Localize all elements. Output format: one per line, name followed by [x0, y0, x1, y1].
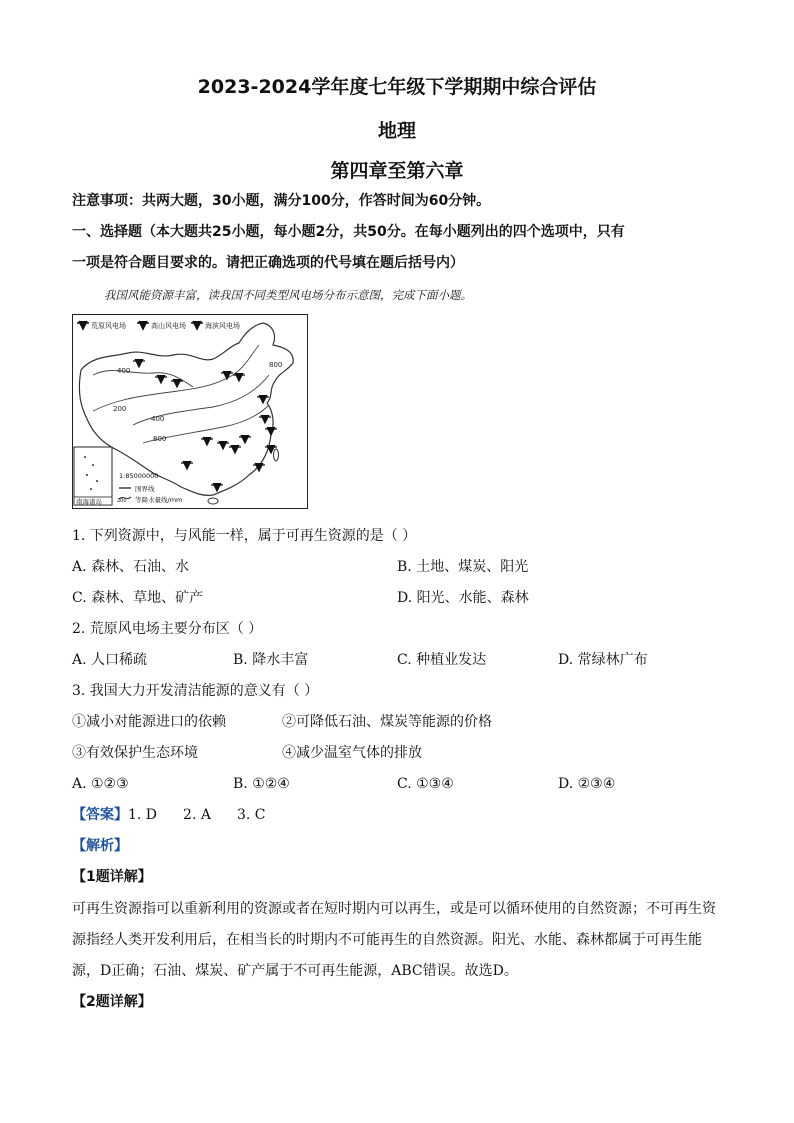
- map-svg: [73, 315, 306, 507]
- mountain-farm-marker: [229, 445, 241, 453]
- precip-sample: 200: [117, 498, 127, 504]
- q1-option-b[interactable]: B. 土地、煤炭、阳光: [397, 559, 529, 575]
- q3-option-a[interactable]: A. ①②③: [72, 776, 129, 792]
- q3-statement-2: ②可降低石油、煤炭等能源的价格: [282, 714, 492, 730]
- answer-2: 2. A: [183, 807, 211, 823]
- q1-option-a[interactable]: A. 森林、石油、水: [72, 559, 190, 575]
- hainan-island: [208, 498, 218, 504]
- isoline-label: 200: [113, 405, 127, 413]
- section-heading-line2: 一项是符合题目要求的。请把正确选项的代号填在题后括号内）: [72, 255, 464, 271]
- question-2-stem: 2. 荒原风电场主要分布区（ ）: [72, 621, 263, 637]
- legend-mountain-icon: [137, 321, 149, 329]
- mountain-farm-marker: [217, 441, 229, 449]
- q1-option-d[interactable]: D. 阳光、水能、森林: [397, 590, 529, 606]
- detail-1-line-3: 源，D正确；石油、煤炭、矿产属于不可再生能源，ABC错误。故选D。: [72, 963, 518, 979]
- detail-2-label: 【2题详解】: [72, 994, 152, 1010]
- boundary-legend: 国界线: [135, 485, 155, 493]
- answer-1: 1. D: [128, 807, 158, 823]
- mountain-farm-marker: [201, 437, 213, 445]
- answer-line: [72, 805, 266, 825]
- q2-option-b[interactable]: B. 降水丰富: [233, 652, 309, 668]
- isoline-label: 800: [153, 435, 167, 443]
- chapter-title: 第四章至第六章: [330, 160, 464, 182]
- q1-option-c[interactable]: C. 森林、草地、矿产: [72, 590, 204, 606]
- legend-mountain: 高山风电场: [151, 322, 186, 330]
- isoline-label: 800: [269, 361, 283, 369]
- coastal-farm-marker: [257, 395, 269, 403]
- detail-1-line-2: 源指经人类开发利用后，在相当长的时期内不可能再生的自然资源。阳光、水能、森林都属于可再生能: [72, 932, 702, 948]
- desert-farm-marker: [155, 375, 167, 383]
- south-sea-inset: [74, 447, 112, 505]
- wind-farm-map: [72, 314, 308, 509]
- q3-statement-3: ③有效保护生态环境: [72, 745, 198, 761]
- question-1-stem: 1. 下列资源中，与风能一样，属于可再生资源的是（ ）: [72, 528, 417, 544]
- taiwan-island: [274, 449, 279, 461]
- answer-3: 3. C: [236, 807, 266, 823]
- coastal-farm-marker: [211, 483, 223, 491]
- legend-desert-icon: [77, 321, 89, 329]
- coastal-farm-marker: [259, 415, 271, 423]
- subject-title: 地理: [377, 120, 416, 142]
- isoline-label: 400: [151, 415, 165, 423]
- desert-farm-marker: [221, 371, 233, 379]
- q3-option-b[interactable]: B. ①②④: [233, 776, 290, 792]
- detail-1-label: 【1题详解】: [72, 869, 152, 885]
- q3-statement-1: ①减小对能源进口的依赖: [72, 714, 226, 730]
- q3-option-d[interactable]: D. ②③④: [558, 776, 616, 792]
- notice: 注意事项：共两大题，30小题，满分100分，作答时间为60分钟。: [72, 193, 491, 209]
- q2-option-d[interactable]: D. 常绿林广布: [558, 652, 648, 668]
- inset-label: 南海诸岛: [76, 498, 102, 506]
- precip-legend: 等降水量线/mm: [135, 496, 183, 504]
- legend-desert: 荒原风电场: [91, 322, 126, 330]
- q2-option-a[interactable]: A. 人口稀疏: [72, 652, 148, 668]
- q3-statement-4: ④减少温室气体的排放: [282, 745, 422, 761]
- analysis-label: 【解析】: [72, 838, 128, 854]
- answer-label: 【答案】: [72, 807, 128, 823]
- mountain-farm-marker: [181, 461, 193, 469]
- coastal-farm-marker: [265, 427, 277, 435]
- isoline-label: 400: [117, 367, 131, 375]
- map-scale: 1:85000000: [119, 472, 159, 480]
- desert-farm-marker: [171, 379, 183, 387]
- detail-1-line-1: 可再生资源指可以重新利用的资源或者在短时期内可以再生，或是可以循环使用的自然资源；不可再生资: [72, 901, 716, 917]
- desert-farm-marker: [133, 359, 145, 367]
- section-heading-line1: 一、选择题（本大题共25小题，每小题2分，共50分。在每小题列出的四个选项中，只有: [72, 224, 625, 240]
- question-stem: 我国风能资源丰富，读我国不同类型风电场分布示意图，完成下面小题。: [104, 288, 472, 302]
- page-title: 2023-2024学年度七年级下学期期中综合评估: [197, 76, 597, 98]
- q2-option-c[interactable]: C. 种植业发达: [397, 652, 487, 668]
- mountain-farm-marker: [239, 435, 251, 443]
- question-3-stem: 3. 我国大力开发清洁能源的意义有（ ）: [72, 683, 319, 699]
- legend-coastal: 海滨风电场: [205, 322, 240, 330]
- q3-option-c[interactable]: C. ①③④: [397, 776, 454, 792]
- legend-coastal-icon: [191, 321, 203, 329]
